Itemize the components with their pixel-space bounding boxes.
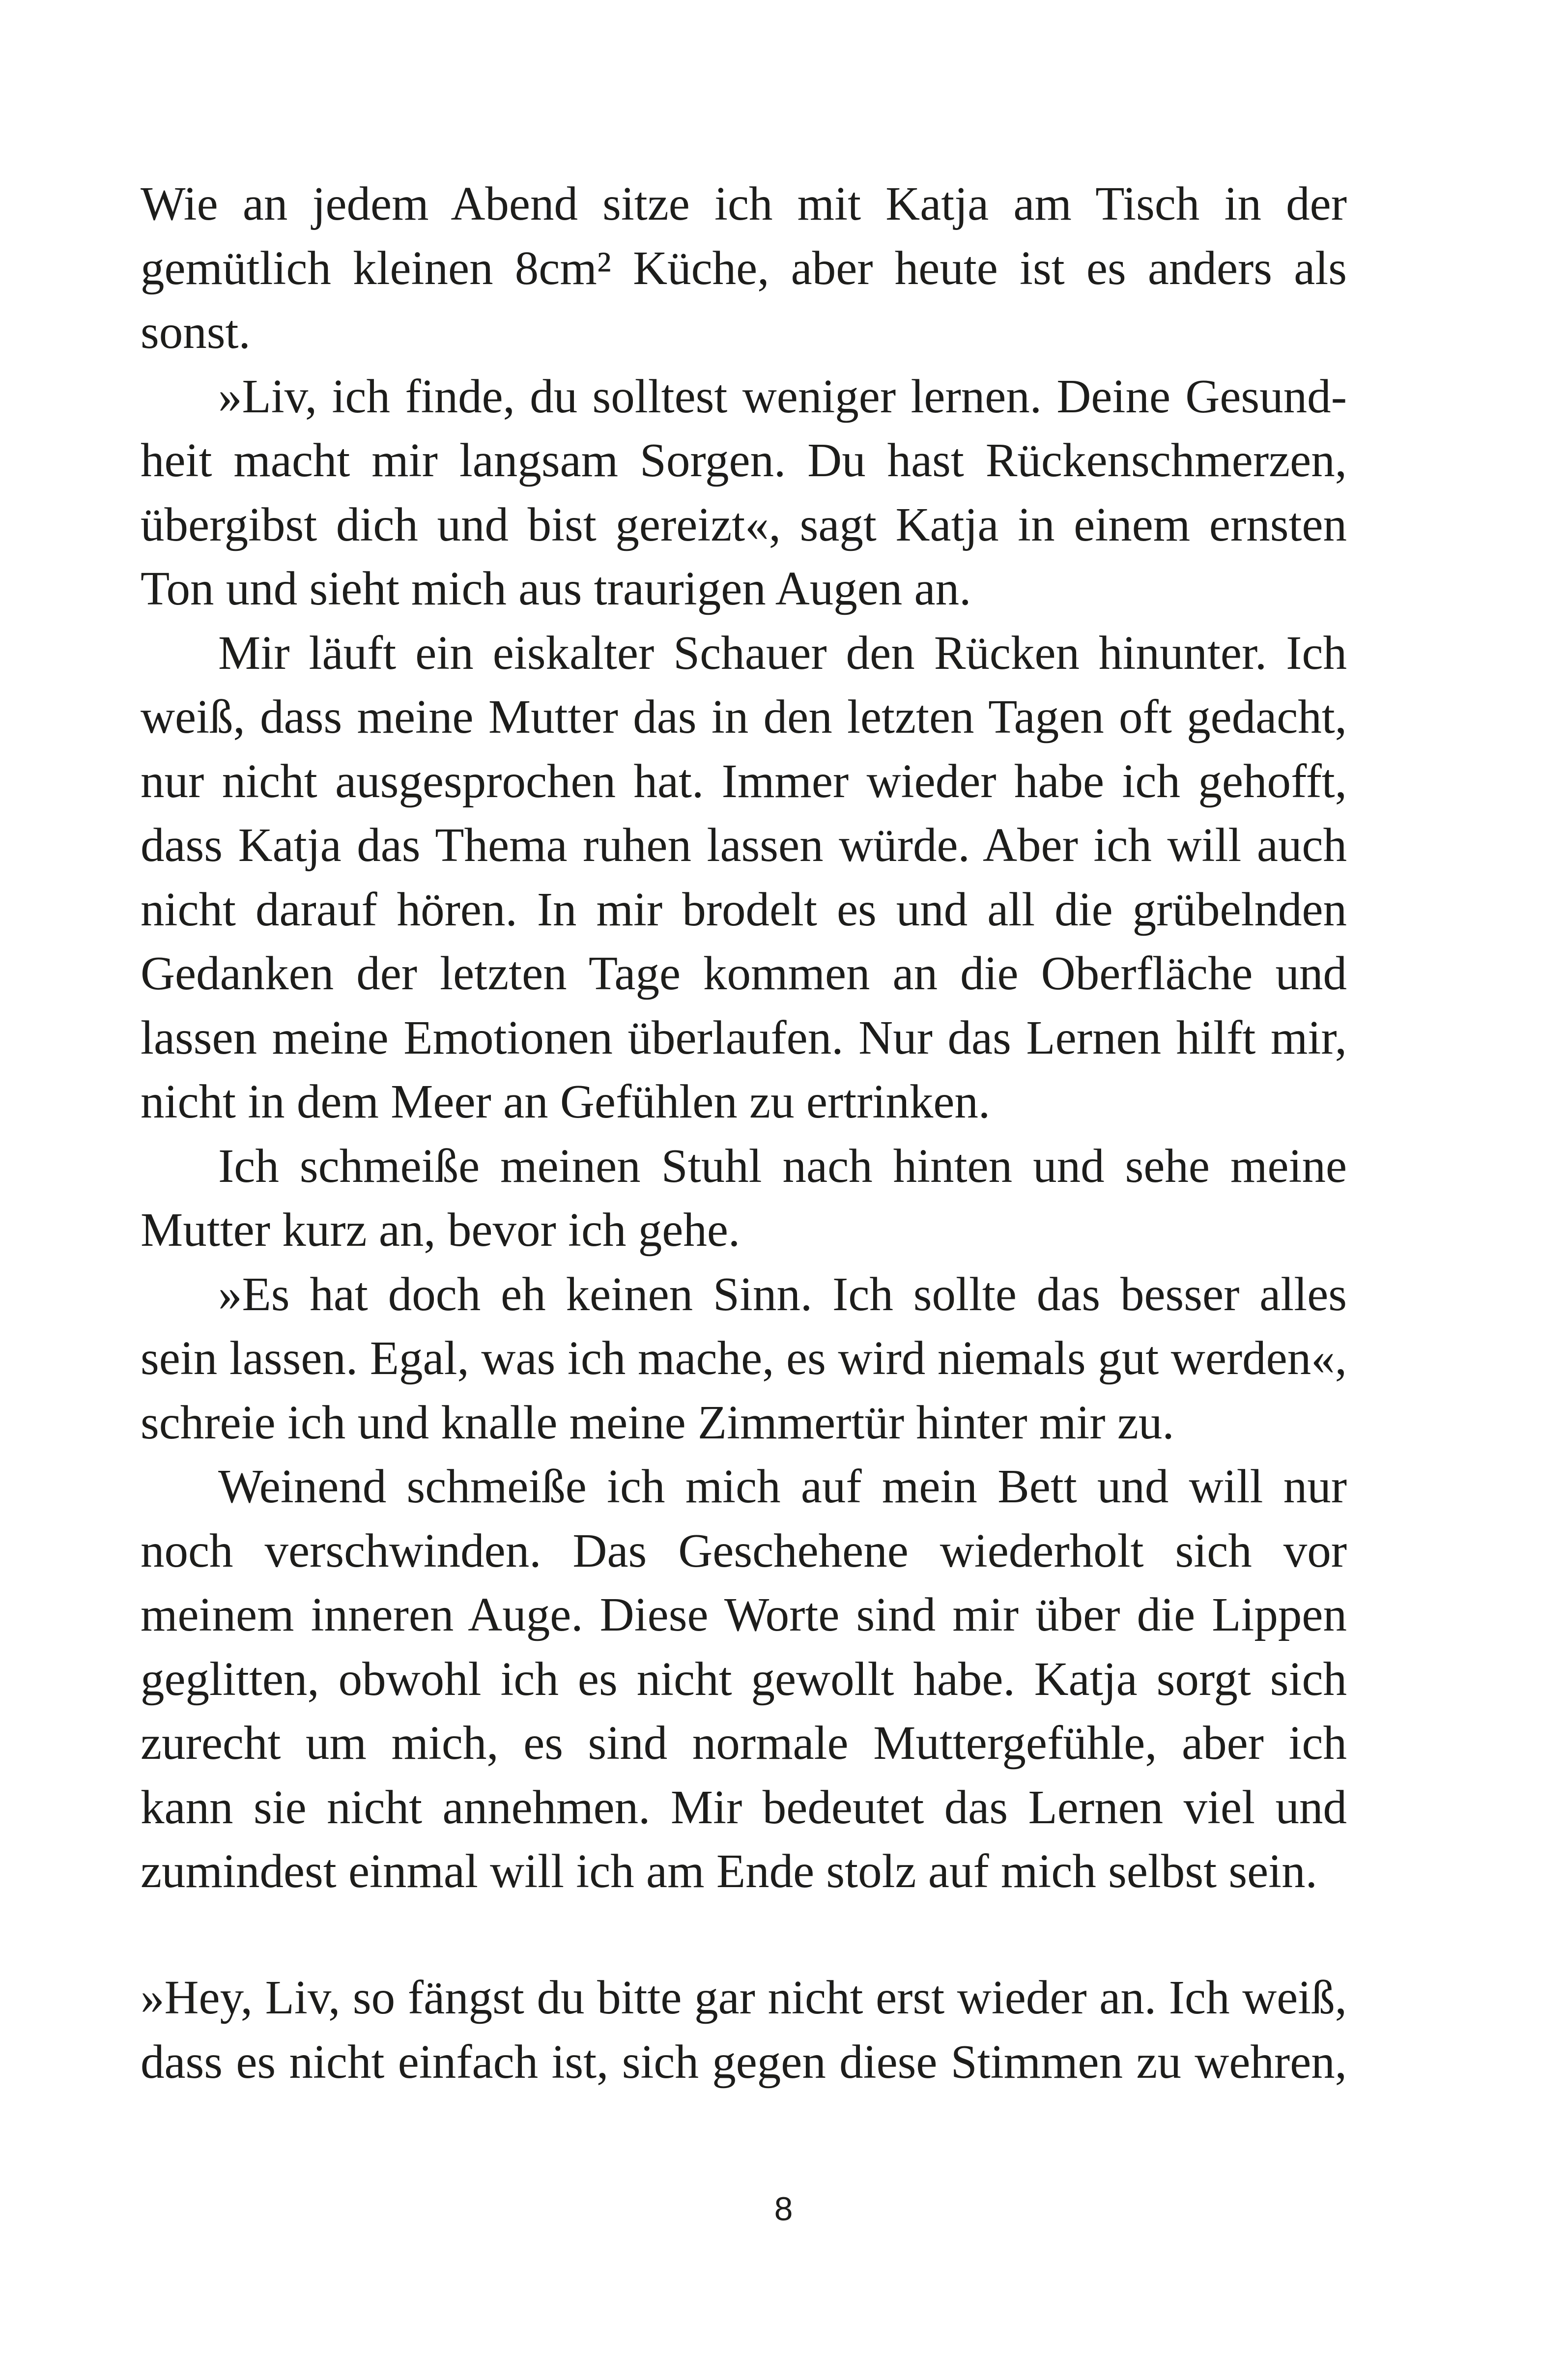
second-text-section: [141, 1966, 1347, 2094]
paragraph-6: Weinend schmeiße ich mich auf mein Bett und will nur noch verschwinden. Das Geschehene wiederholt sich vor meinem inneren Auge. Diese Worte sind mir über die Lippen geglitten, obwohl ich es nicht gewollt habe. Katja sorgt sich zurecht um mich, es sind normale Muttergefühle, aber ich kann sie nicht annehmen. Mir bedeutet das Lernen viel und zumindest einmal will ich am Ende stolz auf mich selbst sein.: [141, 1460, 1347, 1897]
page-number: 8: [774, 2190, 793, 2228]
paragraph-1: Wie an jedem Abend sitze ich mit Katja am Tisch in der gemütlich kleinen 8cm² Küche, aber heute ist es anders als sonst.: [141, 177, 1347, 358]
paragraph-3: Mir läuft ein eiskalter Schauer den Rücken hinunter. Ich weiß, dass meine Mutter das in den letzten Tagen oft gedacht, nur nicht ausgesprochen hat. Immer wieder habe ich gehofft, dass Katja das Thema ruhen lassen würde. Aber ich will auch nicht darauf hören. In mir brodelt es und all die grübelnden Gedanken der letzten Tage kommen an die Oberfläche und lassen meine Emotionen überlaufen. Nur das Lernen hilft mir, nicht in dem Meer an Gefühlen zu ertrinken.: [141, 626, 1347, 1128]
paragraph-5: »Es hat doch eh keinen Sinn. Ich sollte das besser alles sein lassen. Egal, was ich mache, es wird niemals gut werden«, schreie ich und knalle meine Zimmertür hinter mir zu.: [141, 1267, 1347, 1449]
paragraph-2: »Liv, ich finde, du solltest weniger lernen. Deine Gesundheit macht mir langsam Sorgen. Du hast Rückenschmerzen, übergibst dich und bist gereizt«, sagt Katja in einem ernsten Ton und sieht mich aus traurigen Augen an.: [141, 370, 1347, 615]
main-text-section: [141, 172, 1347, 1904]
section-2-paragraph: »Hey, Liv, so fängst du bitte gar nicht erst wieder an. Ich weiß, dass es nicht einfach ist, sich gegen diese Stimmen zu wehren,: [141, 1971, 1347, 2088]
paragraph-4: Ich schmeiße meinen Stuhl nach hinten und sehe meine Mutter kurz an, bevor ich gehe.: [141, 1139, 1347, 1256]
